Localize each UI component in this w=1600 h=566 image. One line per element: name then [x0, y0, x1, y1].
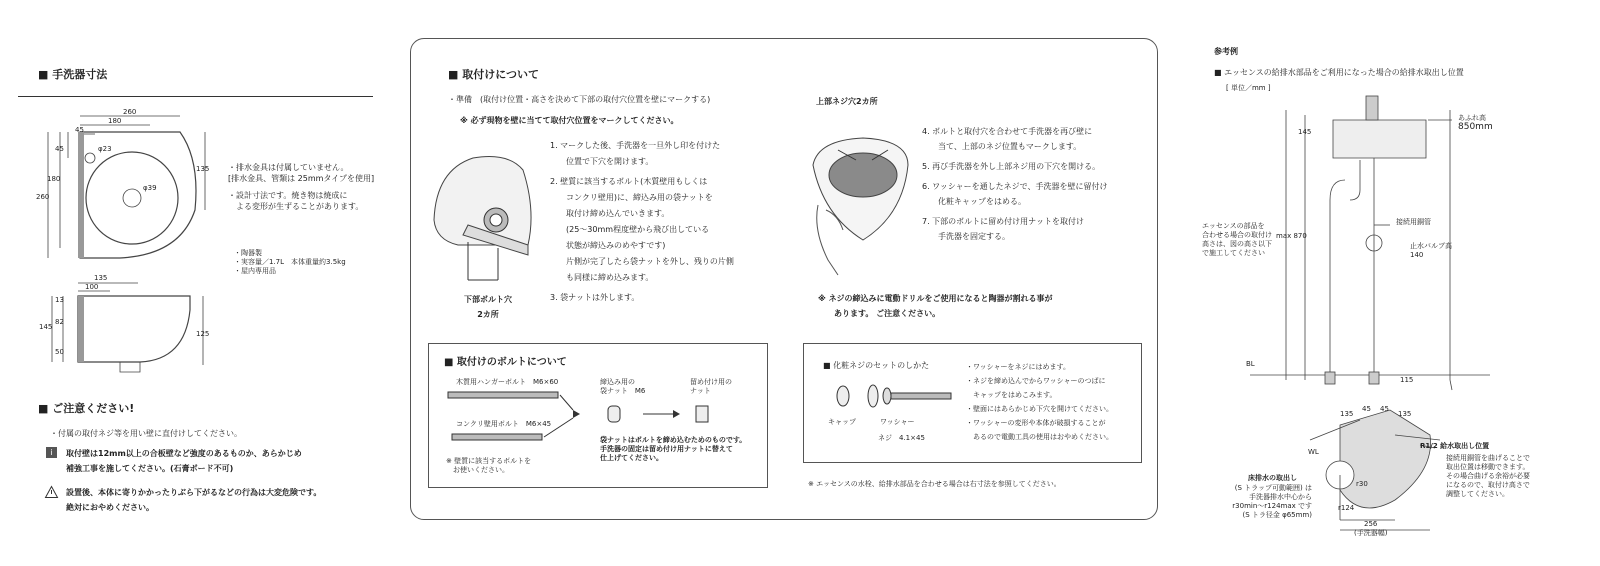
dim-125: 125	[196, 330, 210, 338]
cap-nut-note-line: 仕上げてください。	[600, 454, 663, 462]
dim-h45: 45	[55, 145, 64, 153]
prep-text: ・準備 (取付け位置・高さを決めて下部の取付穴位置を壁にマークする)	[448, 95, 711, 104]
step-line: 取付け締め込んでいきます。	[550, 209, 670, 218]
r12-note-line: 取出位置は移動できます。	[1446, 463, 1530, 471]
plan-45a: 45	[1362, 405, 1371, 413]
overflow-line: あふれ高	[1458, 114, 1486, 122]
section-title-dimensions: ■ 手洗器寸法	[38, 68, 108, 81]
info-icon: i	[46, 447, 57, 458]
fix-nut-line: ナット	[690, 387, 711, 395]
r12-note	[1446, 454, 1530, 499]
step-line: 手洗器を固定する。	[922, 232, 1010, 241]
dim-s135: 135	[94, 274, 108, 282]
dim-13: 13	[55, 296, 64, 304]
screw-illustration	[835, 378, 955, 414]
r12-note-line: その場合曲げる余裕が必要	[1446, 472, 1530, 480]
spec-line: ・実容量／1.7L 本体重量約3.5kg	[234, 258, 346, 266]
valve-label	[1410, 242, 1452, 260]
prep-bold-text: ※ 必ず現物を壁に当てて取付穴位置をマークしてください。	[460, 116, 679, 125]
essence-note-line: 合わせる場合の取付け	[1202, 231, 1272, 239]
step-line: 当て、上部のネジ位置もマークします。	[922, 142, 1082, 151]
screw-notes	[966, 360, 1113, 444]
essence-note	[1202, 222, 1272, 258]
fix-nut-line: 留め付け用の	[690, 378, 732, 386]
valve-line: 止水バルブ高	[1410, 242, 1452, 250]
plan-r30: r30	[1356, 480, 1368, 488]
plan-r124: r124	[1338, 504, 1355, 512]
bolt-note	[446, 457, 531, 475]
screw-note-line: ・ワッシャーの変形や本体が破損することが	[966, 419, 1106, 427]
fix-nut-label	[690, 378, 732, 396]
essence-note-line: 高さは、図の高さ以下	[1202, 240, 1272, 248]
dim-phi39: φ39	[143, 184, 157, 192]
warning-line: あります。 ご注意ください。	[818, 309, 941, 318]
wood-bolt-label: 木質用ハンガーボルト M6×60	[456, 378, 559, 386]
screw-box-title: ■ 化粧ネジのセットのしかた	[823, 361, 930, 370]
dim-50: 50	[55, 348, 64, 356]
spec-line: ・陶器製	[234, 249, 262, 257]
screw-label: ネジ 4.1×45	[878, 434, 925, 442]
plan-45b: 45	[1380, 405, 1389, 413]
overflow-line: 850mm	[1458, 122, 1493, 132]
cap-nut-note-line: 袋ナットはボルトを締め込むためのものです。	[600, 436, 747, 444]
r12-title: R1/2 給水取出し位置	[1420, 442, 1490, 450]
dim-h180: 180	[47, 175, 61, 183]
bottom-hole-line: 2カ所	[477, 310, 499, 319]
step-line: も同様に締め込みます。	[550, 273, 654, 282]
dim-phi23: φ23	[98, 145, 112, 153]
step-line: 7. 下部のボルトに留め付け用ナットを取付け	[922, 217, 1085, 226]
overflow-label	[1458, 114, 1493, 132]
plan-256: 256	[1364, 520, 1378, 528]
plan-basin-width: (手洗器幅)	[1354, 529, 1388, 537]
reference-title: ■ エッセンスの給排水部品をご利用になった場合の給排水取出し位置	[1214, 68, 1464, 77]
steps-1-3	[550, 140, 770, 303]
left-notes	[228, 162, 398, 212]
step-line: 化粧キャップをはめる。	[922, 197, 1026, 206]
step-line: 1. マークした後、手洗器を一旦外し印を付けた	[550, 141, 721, 150]
cap-nut-label	[600, 378, 645, 396]
warning-icon	[45, 486, 58, 498]
floor-note-line: r30min〜r124max です	[1232, 502, 1312, 510]
floor-note-line: (S トラップ可動範囲) は	[1234, 484, 1312, 492]
floor-note-line: 手洗器排水中心から	[1249, 493, 1312, 501]
caution-line: ・付属の取付ネジ等を用い壁に直付けしてください。	[50, 429, 242, 438]
section-title-installation: ■ 取付けについて	[448, 68, 540, 81]
step-line: 6. ワッシャーを通したネジで、手洗器を壁に留付け	[922, 182, 1108, 191]
caution-title: ■ ご注意ください!	[38, 402, 135, 415]
bolt-note-line: お使いください。	[446, 466, 509, 474]
basin-top-illustration	[808, 120, 918, 280]
floor-drain-note	[1220, 484, 1312, 520]
caution-bold-line: 設置後、本体に寄りかかったりぶら下がるなどの行為は大変危険です。	[66, 488, 322, 497]
dim-145: 145	[39, 323, 53, 331]
note-line: よる変形が生ずることがあります。	[228, 202, 364, 211]
dim-145-right: 145	[1298, 128, 1312, 136]
dim-h135: 135	[196, 165, 210, 173]
screw-note-line: あるので電動工具の使用はおやめください。	[966, 433, 1113, 441]
step-line: 位置で下穴を開けます。	[550, 157, 654, 166]
cap-label: キャップ	[828, 418, 856, 426]
essence-note-line: で施工してください	[1202, 249, 1265, 257]
r12-note-line: になるので、取付け高さで	[1446, 481, 1530, 489]
dim-260: 260	[123, 108, 137, 116]
caution-bold-line: 取付壁は12mm以上の合板壁など強度のあるものか、あらかじめ	[66, 449, 302, 458]
dim-82: 82	[55, 318, 64, 326]
bottom-hole-line: 下部ボルト穴	[464, 295, 512, 304]
caution-bold-1	[66, 448, 302, 474]
dim-max870: max 870	[1276, 232, 1307, 240]
bolt-note-line: ※ 壁質に該当するボルトを	[446, 457, 532, 465]
cap-nut-note-line: 手洗器の固定は留め付け用ナットに替えて	[600, 445, 733, 453]
bl-label: BL	[1246, 360, 1255, 368]
dim-45: 45	[75, 126, 84, 134]
step-line: 3. 袋ナットは外します。	[550, 293, 640, 302]
bolt-box-title: ■ 取付けのボルトについて	[444, 357, 567, 368]
steps-4-7	[922, 126, 1152, 242]
step-line: 4. ボルトと取付穴を合わせて手洗器を再び壁に	[922, 127, 1093, 136]
washer-label: ワッシャー	[880, 418, 915, 426]
valve-line: 140	[1410, 251, 1424, 259]
step-line: 片側が完了したら袋ナットを外し、残りの片側	[550, 257, 734, 266]
step-line: (25〜30mm程度壁から飛び出している	[550, 225, 710, 234]
dim-h260: 260	[36, 193, 50, 201]
screw-note-line: ・ネジを締め込んでからワッシャーのつばに	[966, 377, 1106, 385]
step-line: コンクリ壁用)に、締込み用の袋ナットを	[550, 193, 713, 202]
step-line: 状態が締込みのめやすです)	[550, 241, 666, 250]
note-line: ・排水金具は付属していません。	[228, 163, 349, 172]
pipe-label: 接続用銅管	[1396, 218, 1431, 226]
bottom-hole-label	[458, 294, 518, 320]
dim-s100: 100	[85, 283, 99, 291]
basin-back-illustration	[428, 130, 538, 310]
r12-note-line: 接続用銅管を曲げることで	[1446, 454, 1530, 462]
reference-label: 参考例	[1214, 47, 1238, 56]
plan-135b: 135	[1398, 410, 1412, 418]
caution-bold-line: 絶対におやめください。	[66, 503, 154, 512]
note-line: ・設計寸法です。焼き物は焼成に	[228, 191, 348, 200]
plan-135a: 135	[1340, 410, 1354, 418]
dim-180: 180	[108, 117, 122, 125]
unit-label: [ 単位／mm ]	[1226, 84, 1271, 92]
r12-note-line: 調整してください。	[1446, 490, 1509, 498]
cap-nut-note	[600, 436, 746, 463]
caution-bold-line: 補強工事を施してください。(石膏ボード不可)	[66, 464, 234, 473]
plan-wl: WL	[1308, 448, 1319, 456]
essence-note-line: エッセンスの部品を	[1202, 222, 1265, 230]
spec-line: ・屋内専用品	[234, 267, 276, 275]
cap-nut-line: 締込み用の	[600, 378, 635, 386]
floor-drain-title: 床排水の取出し	[1248, 474, 1297, 482]
concrete-bolt-label: コンクリ壁用ボルト M6×45	[456, 420, 552, 428]
caution-bold-2	[66, 487, 321, 513]
drill-warning	[818, 293, 1053, 319]
spec-list	[234, 249, 404, 276]
screw-note-line: ・壁面にはあらかじめ下穴を開けてください。	[966, 405, 1113, 413]
footnote: ※ エッセンスの水栓、給排水部品を合わせる場合は右寸法を参照してください。	[808, 480, 1061, 488]
screw-note-line: キャップをはめこみます。	[966, 391, 1057, 399]
step-line: 2. 壁質に該当するボルト(木質壁用もしくは	[550, 177, 708, 186]
dim-115: 115	[1400, 376, 1414, 384]
warning-line: ※ ネジの締込みに電動ドリルをご使用になると陶器が割れる事が	[818, 294, 1053, 303]
floor-note-line: (S トラ径金 φ65mm)	[1242, 511, 1312, 519]
step-line: 5. 再び手洗器を外し上部ネジ用の下穴を開ける。	[922, 162, 1101, 171]
top-hole-label: 上部ネジ穴2カ所	[816, 97, 878, 106]
note-line: [排水金具、管類は 25mmタイプを使用]	[228, 174, 375, 183]
cap-nut-line: 袋ナット M6	[600, 387, 646, 395]
screw-note-line: ・ワッシャーをネジにはめます。	[966, 363, 1070, 371]
